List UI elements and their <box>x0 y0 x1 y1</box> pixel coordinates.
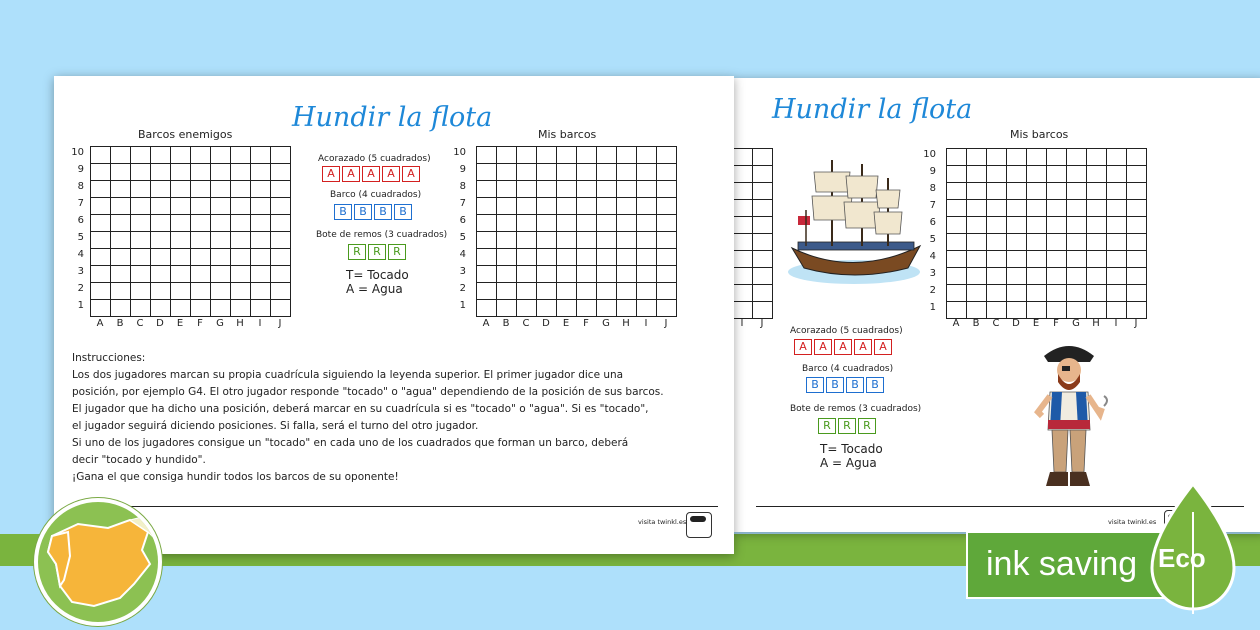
page-2-acorazado-label: Acorazado (5 cuadrados) <box>790 326 903 336</box>
page-2-my-ships-grid <box>946 148 1147 319</box>
pirate-ship-illustration <box>784 150 924 290</box>
pirate-illustration <box>1024 334 1114 494</box>
page-2-agua-legend: A = Agua <box>820 456 877 470</box>
page-1-footer-url: visita twinkl.es <box>638 518 687 526</box>
page-1-twinkl-logo-icon <box>686 512 712 538</box>
page-2-row-labels: 10 9 8 7 6 5 4 3 2 1 <box>923 149 936 313</box>
barco-label: Barco (4 cuadrados) <box>330 190 422 200</box>
page-2-bote-label: Bote de remos (3 cuadrados) <box>790 404 922 414</box>
eco-label: Eco <box>1158 543 1206 573</box>
instructions-line: posición, por ejemplo G4. El otro jugador responde "tocado" o "agua" dependiendo de la posición de sus barcos. <box>72 386 664 398</box>
instructions-line: el jugador seguirá diciendo posiciones. Si falla, será el turno del otro jugador. <box>72 420 479 432</box>
instructions-line: Los dos jugadores marcan su propia cuadrícula siguiendo la leyenda superior. El primer jugador dice una <box>72 369 624 381</box>
page-2-tocado-legend: T= Tocado <box>820 442 883 456</box>
page-2-barco-label: Barco (4 cuadrados) <box>802 364 894 374</box>
acorazado-boxes: A A A A A <box>322 166 420 182</box>
enemy-grid-row-labels: 10 9 8 7 6 5 4 3 2 1 <box>71 147 84 311</box>
page-2-partial-grid <box>734 148 773 319</box>
instructions-line: decir "tocado y hundido". <box>72 454 206 466</box>
instructions-line: El jugador que ha dicho una posición, deberá marcar en su cuadrícula si es "tocado" o "agua". Si es "tocado", <box>72 403 649 415</box>
my-grid-row-labels: 10 9 8 7 6 5 4 3 2 1 <box>453 147 466 311</box>
page-1-footer-line <box>70 506 718 507</box>
page-2-acorazado-boxes: A A A A A <box>794 339 892 355</box>
my-ships-grid-title: Mis barcos <box>538 128 597 141</box>
page-2-title: Hundir la flota <box>772 94 973 125</box>
acorazado-label: Acorazado (5 cuadrados) <box>318 154 431 164</box>
tocado-legend: T= Tocado <box>346 268 409 282</box>
my-ships-grid <box>476 146 677 317</box>
spain-map-icon <box>34 498 162 626</box>
instructions-line: ¡Gana el que consiga hundir todos los barcos de su oponente! <box>72 471 399 483</box>
page-2-col-labels: A B C D E F G H I J <box>952 318 1138 329</box>
page-2-barco-boxes: B B B B <box>806 377 884 393</box>
ink-saving-label: ink saving <box>986 545 1138 583</box>
barco-boxes: B B B B <box>334 204 412 220</box>
page-2-footer-url: visita twinkl.es <box>1108 518 1157 526</box>
instructions-heading: Instrucciones: <box>72 352 146 364</box>
agua-legend: A = Agua <box>346 282 403 296</box>
bote-boxes: R R R <box>348 244 406 260</box>
page-2-grid-title: Mis barcos <box>1010 128 1069 141</box>
page-2-bote-boxes: R R R <box>818 418 876 434</box>
page-2-partial-col-labels: I J <box>740 318 764 329</box>
my-grid-col-labels: A B C D E F G H I J <box>482 318 668 329</box>
enemy-grid-title: Barcos enemigos <box>138 128 233 141</box>
worksheet-page-2 <box>734 78 1260 532</box>
instructions-block <box>72 350 712 486</box>
page-1-title: Hundir la flota <box>292 102 493 133</box>
worksheet-page-1 <box>54 76 734 554</box>
bote-label: Bote de remos (3 cuadrados) <box>316 230 448 240</box>
enemy-ships-grid <box>90 146 291 317</box>
enemy-grid-col-labels: A B C D E F G H I J <box>96 318 282 329</box>
instructions-line: Si uno de los jugadores consigue un "tocado" en cada uno de los cuadrados que forman un barco, deberá <box>72 437 629 449</box>
